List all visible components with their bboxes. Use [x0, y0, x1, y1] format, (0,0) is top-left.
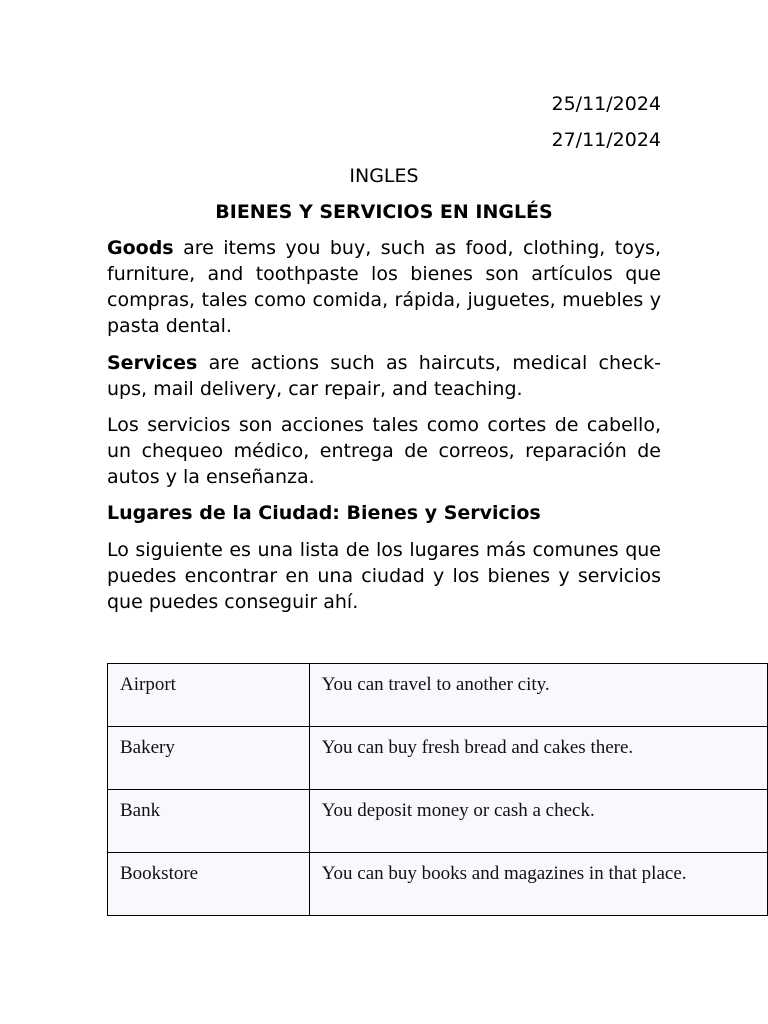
places-section-heading: Lugares de la Ciudad: Bienes y Servicios [107, 502, 541, 524]
document-title: BIENES Y SERVICIOS EN INGLÉS [215, 201, 553, 223]
place-name-cell: Airport [108, 664, 310, 727]
services-term: Services [107, 352, 198, 374]
place-name-cell: Bank [108, 790, 310, 853]
places-table [107, 663, 768, 916]
table-row [108, 790, 768, 853]
goods-term: Goods [107, 237, 174, 259]
services-paragraph [107, 350, 661, 402]
services-text: are actions such as haircuts, medical check-ups, mail delivery, car repair, and teaching. [107, 352, 661, 400]
table-row [108, 727, 768, 790]
place-description-cell: You can buy books and magazines in that place. [309, 853, 767, 916]
place-name-cell: Bookstore [108, 853, 310, 916]
goods-paragraph [107, 235, 661, 339]
subject-heading: INGLES [349, 165, 419, 187]
goods-text: are items you buy, such as food, clothing, toys, furniture, and toothpaste los bienes son artículos que compras, tales como comida, rápida, juguetes, muebles y pasta dental. [107, 237, 661, 337]
date-line-2: 27/11/2024 [551, 129, 661, 151]
place-description-cell: You can buy fresh bread and cakes there. [309, 727, 767, 790]
date-line-1: 25/11/2024 [551, 93, 661, 115]
place-name-cell: Bakery [108, 727, 310, 790]
places-intro-paragraph: Lo siguiente es una lista de los lugares más comunes que puedes encontrar en una ciudad y los bienes y servicios que puedes conseguir ahí. [107, 539, 661, 613]
place-description-cell: You can travel to another city. [309, 664, 767, 727]
table-row [108, 853, 768, 916]
place-description-cell: You deposit money or cash a check. [309, 790, 767, 853]
table-row [108, 664, 768, 727]
servicios-paragraph: Los servicios son acciones tales como cortes de cabello, un chequeo médico, entrega de correos, reparación de autos y la enseñanza. [107, 414, 661, 488]
